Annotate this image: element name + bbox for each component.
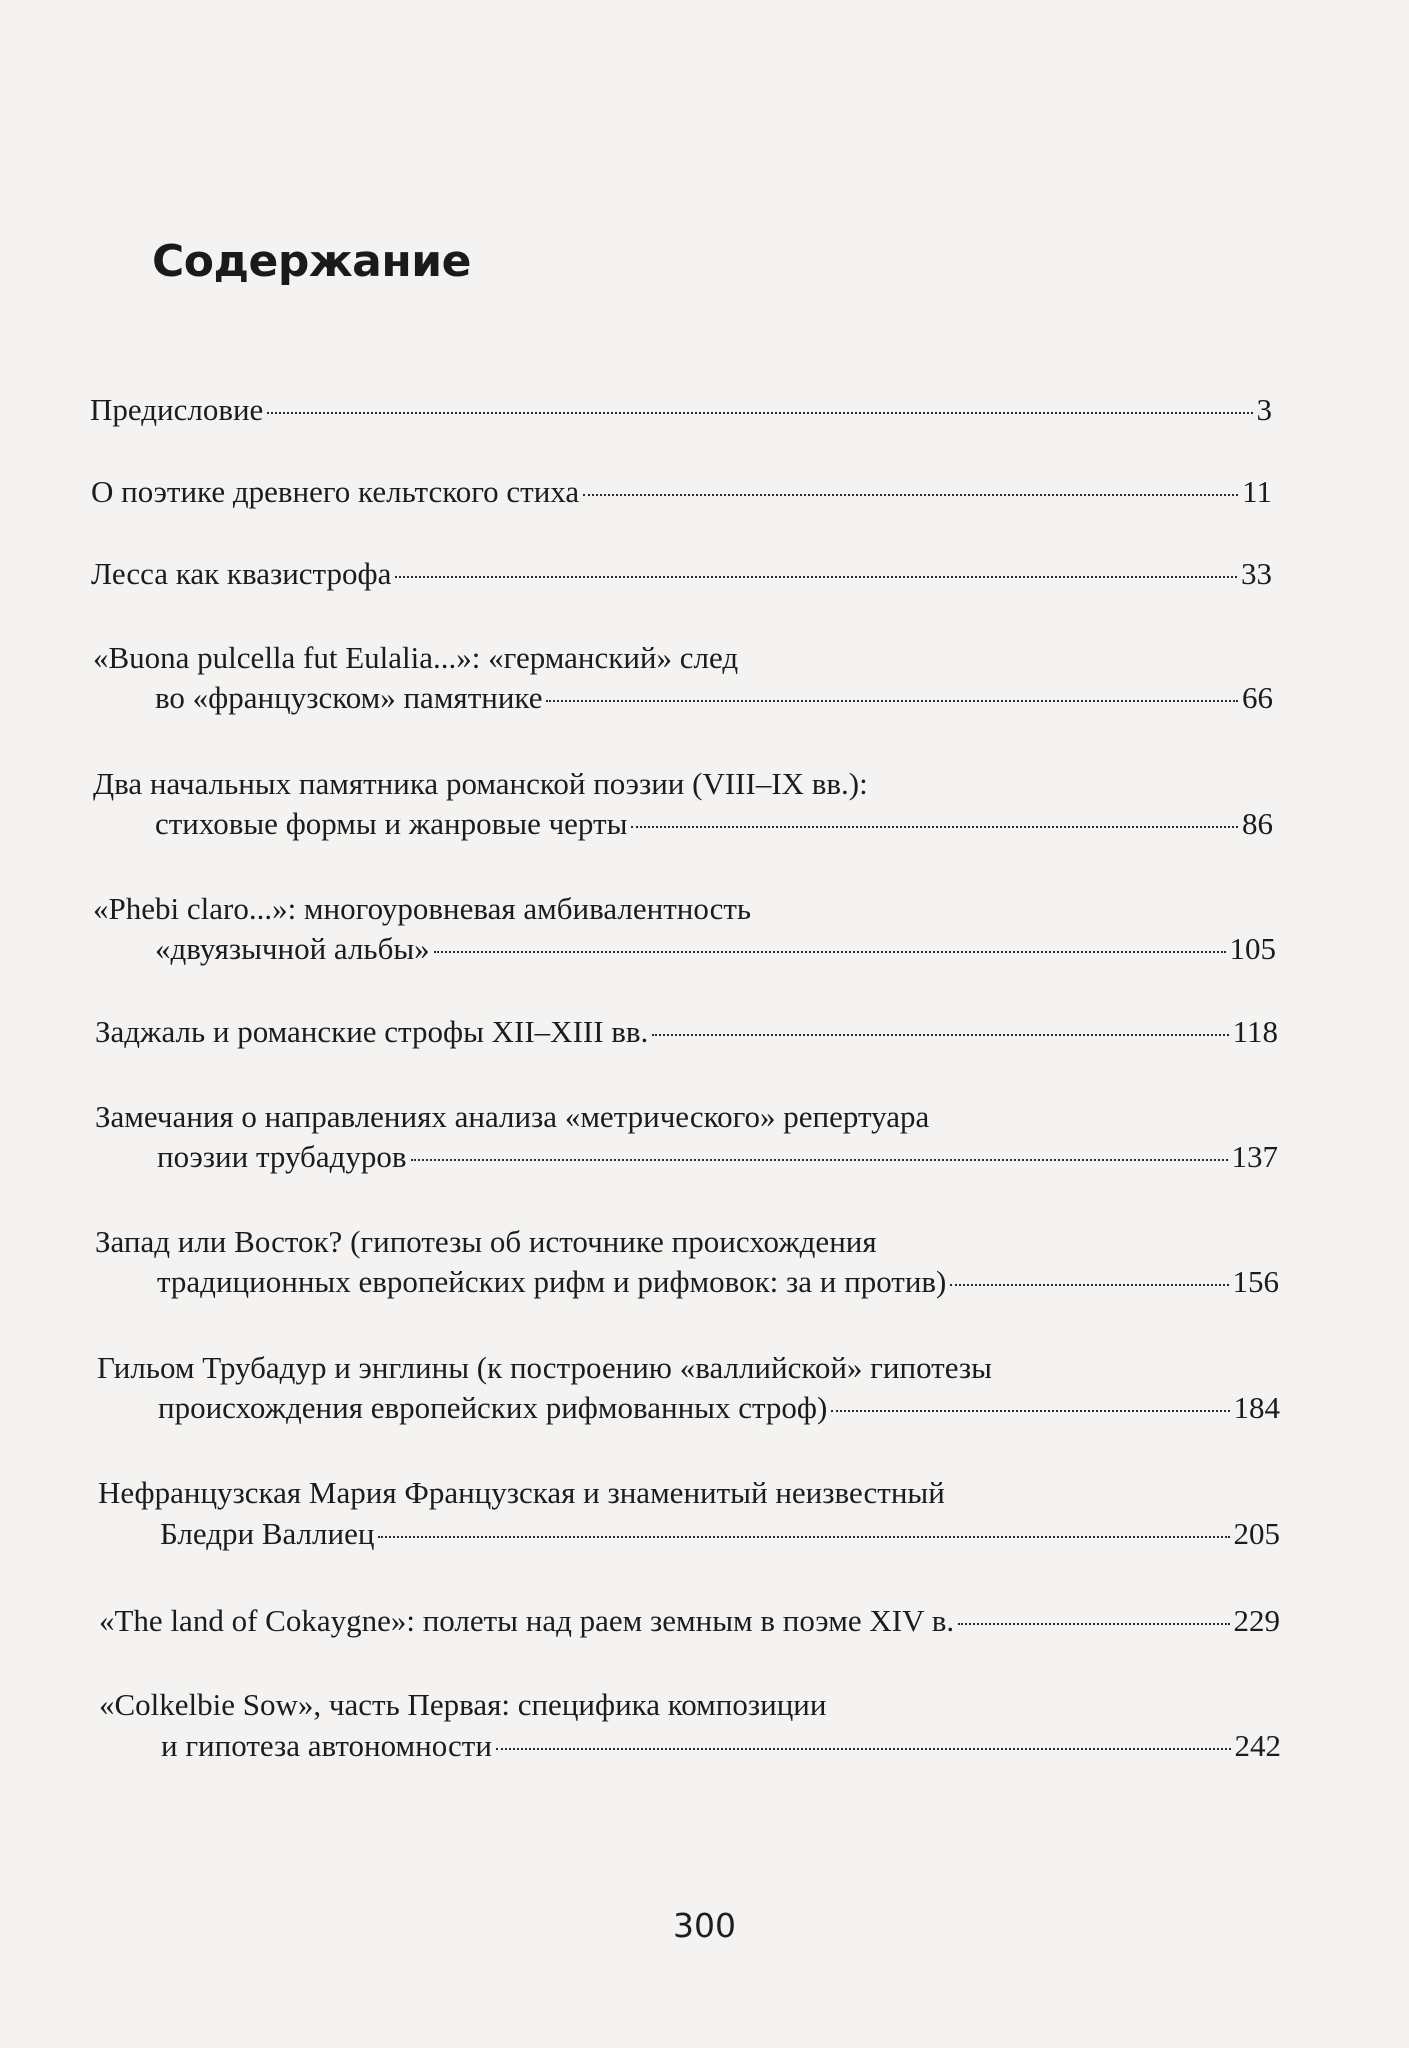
toc-entry-first-line: «Colkelbie Sow», часть Первая: специфика композиции (99, 1687, 827, 1722)
toc-entry (157, 1137, 1278, 1177)
dot-leader (652, 1034, 1228, 1036)
toc-entry-first-line: Запад или Восток? (гипотезы об источнике происхождения (95, 1224, 877, 1259)
dot-leader (496, 1748, 1231, 1750)
toc-entry (99, 1601, 1280, 1641)
toc-entry-title: Заджаль и романские строфы XII–XIII вв. (95, 1014, 649, 1049)
toc-entry-page: 66 (1242, 680, 1273, 715)
toc-entry-page: 137 (1231, 1139, 1278, 1174)
toc-entry (160, 1514, 1280, 1554)
dot-leader (546, 700, 1238, 702)
toc-entry (155, 678, 1273, 718)
toc-entry-page: 3 (1256, 392, 1272, 427)
toc-entry (91, 472, 1272, 512)
toc-entry-title: «The land of Cokaygne»: полеты над раем земным в поэме XIV в. (99, 1603, 955, 1638)
dot-leader (958, 1623, 1229, 1625)
toc-entry-title: «двуязычной альбы» (155, 931, 430, 966)
toc-entry (157, 1262, 1279, 1302)
dot-leader (395, 576, 1237, 578)
dot-leader (631, 826, 1238, 828)
toc-entry-title: происхождения европейских рифмованных строф) (158, 1390, 828, 1425)
toc-entry-page: 205 (1233, 1516, 1280, 1551)
dot-leader (831, 1410, 1229, 1412)
toc-entry-title: Бледри Валлиец (160, 1516, 375, 1551)
dot-leader (378, 1536, 1229, 1538)
toc-entry-title: О поэтике древнего кельтского стиха (91, 474, 580, 509)
dot-leader (267, 412, 1252, 414)
toc-entry (90, 390, 1272, 430)
dot-leader (950, 1284, 1228, 1286)
toc-entry-page: 105 (1229, 931, 1276, 966)
toc-entry-first-line: «Buona pulcella fut Eulalia...»: «германский» след (93, 640, 739, 675)
toc-entry (155, 804, 1273, 844)
toc-entry-page: 33 (1241, 556, 1272, 591)
toc-entry-first-line: Нефранцузская Мария Французская и знаменитый неизвестный (98, 1475, 945, 1510)
toc-entry-title: Лесса как квазистрофа (91, 556, 392, 591)
dot-leader (434, 951, 1226, 953)
toc-entry-page: 118 (1232, 1014, 1278, 1049)
toc-entry (155, 929, 1276, 969)
toc-entry (91, 554, 1272, 594)
dot-leader (411, 1159, 1228, 1161)
toc-entry (158, 1388, 1280, 1428)
toc-entry-title: традиционных европейских рифм и рифмовок: за и против) (157, 1264, 947, 1299)
toc-entry-page: 184 (1233, 1390, 1280, 1425)
toc-entry-title: Предисловие (90, 392, 264, 427)
toc-entry-page: 229 (1233, 1603, 1280, 1638)
toc-entry-page: 242 (1234, 1728, 1281, 1763)
toc-entry (95, 1012, 1278, 1052)
toc-entry (161, 1726, 1281, 1766)
toc-entry-page: 156 (1232, 1264, 1279, 1299)
dot-leader (583, 494, 1238, 496)
page-number: 300 (673, 1906, 736, 1945)
toc-entry-first-line: Два начальных памятника романской поэзии (VIII–IX вв.): (93, 766, 868, 801)
toc-entry-first-line: Гильом Трубадур и энглины (к построению «валлийской» гипотезы (97, 1350, 992, 1385)
toc-heading: Содержание (152, 236, 471, 287)
toc-entry-first-line: «Phebi claro...»: многоуровневая амбивалентность (93, 891, 752, 926)
toc-entry-page: 11 (1242, 474, 1272, 509)
toc-entry-first-line: Замечания о направлениях анализа «метрического» репертуара (95, 1099, 930, 1134)
toc-entry-page: 86 (1242, 806, 1273, 841)
toc-entry-title: стиховые формы и жанровые черты (155, 806, 628, 841)
toc-entry-title: и гипотеза автономности (161, 1728, 492, 1763)
toc-entry-title: во «французском» памятнике (155, 680, 543, 715)
toc-entry-title: поэзии трубадуров (157, 1139, 407, 1174)
